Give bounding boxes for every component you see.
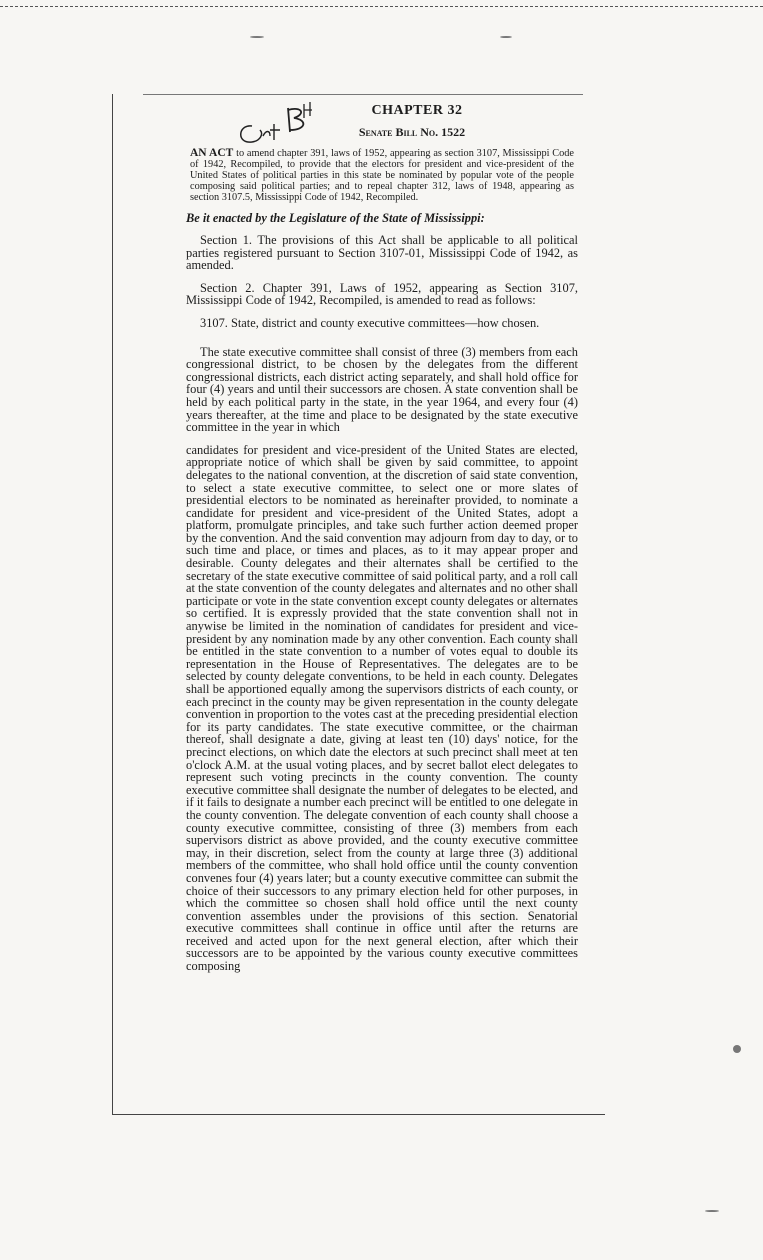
document-body [186,103,578,975]
section-1: Section 1. The provisions of this Act shall be applicable to all political parties registered pursuant to Section 3107-01, Mississippi Code of 1942, as amended. [186,233,578,273]
section-2: Section 2. Chapter 391, Laws of 1952, appearing as Section 3107, Mississippi Code of 1942, Recompiled, is amended to read as follows: [186,280,578,308]
scan-top-border [0,6,763,7]
act-title-lead: AN ACT [190,147,234,159]
scan-mark [500,36,512,38]
bill-number: Senate Bill No. 1522 [358,125,466,139]
scan-mark [250,36,264,38]
scan-mark [705,1210,719,1212]
section-3107-heading: 3107. State, district and county executive committees—how chosen. [200,315,540,330]
chapter-heading: CHAPTER 32 [371,103,463,118]
paragraph-state-committee: The state executive committee shall consist of three (3) members from each congressional district, to be chosen by the delegates from the different congressional districts, each district acting separately, and shall hold office for four (4) years and until their successors are chosen. A state convention shall be held by each political party in the state, in the year 1964, and every four (4) years thereafter, at the time and place to be designated by the state executive committee in the year in which [186,344,578,435]
act-title [190,148,574,203]
act-title-text: to amend chapter 391, laws of 1952, appearing as section 3107, Mississippi Code of 1942, Recompiled, to provide that the electors for president and vice-president of the United States of political parties in this state be nominated by popular vote of the people composing said political parties; and to repeal chapter 312, laws of 1948, appearing as section 3107.5, Mississippi Code of 1942, Recompiled. [190,148,574,203]
page-top-rule [143,94,583,95]
enacting-clause: Be it enacted by the Legislature of the State of Mississippi: [186,211,485,225]
scan-speck [733,1045,741,1053]
paragraph-conventions: candidates for president and vice-president of the United States are elected, appropriate notice of which shall be given by said committee, to appoint delegates to the national convention, at the discretion of said state convention, to select a state executive committee, to select one or more slates of presidential electors to be nominated as hereinafter provided, to nominate a candidate for president and vice-president of the United States, adopt a platform, promulgate principles, and take such further action deemed proper by the convention. And the said convention may adjourn from day to day, or to such time and place, or times and places, as to it may appear proper and desirable. County delegates and their alternates shall be certified to the secretary of the state executive committee of said political party, and a roll call at the state convention of the county delegates and alternates and no other shall participate or vote in the state convention except county delegates or alternates so certified. It is expressly provided that the state convention shall not in anywise be limited in the nomination of candidates for president and vice-president by any nomination made by any other convention. Each county shall be entitled in the state convention to a number of votes equal to double its representation in the House of Representatives. The delegates are to be selected by county delegate conventions, to be held in each county. Delegates shall be apportioned equally among the supervisors districts of each county, or each precinct in the county may be given representation in the county delegate convention in proportion to the votes cast at the preceding presidential election for its party candidates. The state executive committee, or the chairman thereof, shall designate a date, giving at least ten (10) days' notice, for the precinct elections, on which date the electors at such precinct shall meet at ten o'clock A.M. at the usual voting places, and by secret ballot elect delegates to represent such voting precincts in the county convention. The county executive committee shall designate the number of delegates to be elected, and if it fails to designate a number each precinct will be entitled to one delegate in the county convention. The delegate convention of each county shall choose a county executive committee, consisting of three (3) members from each supervisors district as above provided, and the county executive committee may, in their discretion, select from the county at large three (3) additional members of the committee, who shall hold office until the county convention convenes four (4) years later; but a county executive committee can submit the choice of their successors to any primary election held for other purposes, in which the committee so chosen shall hold office until the next county convention assembles under the provisions of this section. Senatorial executive committees shall continue in office until after the returns are received and acted upon for the next general election, after which their successors are to be appointed by the various county executive committees composing [186,442,578,974]
